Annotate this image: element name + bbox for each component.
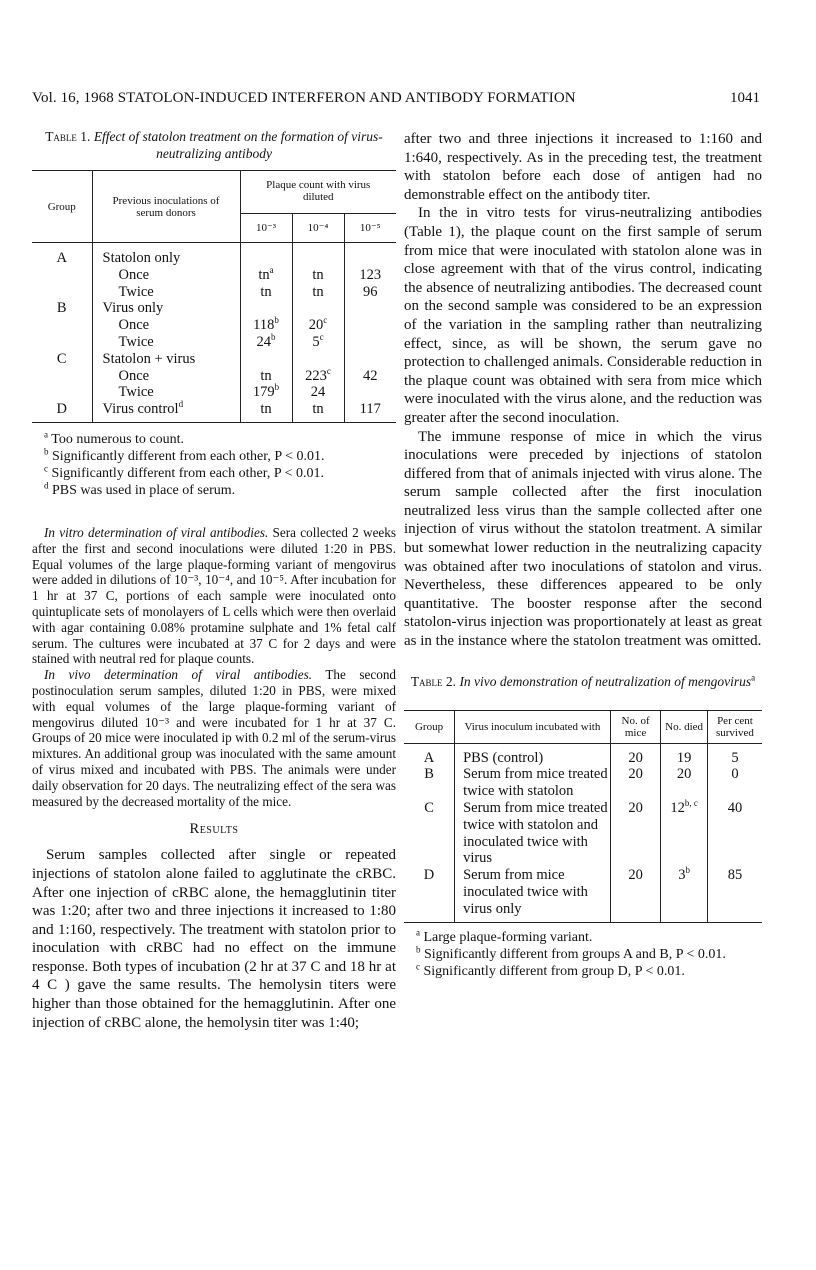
table1-cell-label xyxy=(92,243,240,267)
table1-footnote xyxy=(32,465,396,482)
table2-value: 19 xyxy=(676,749,692,766)
table1-row xyxy=(32,300,396,317)
table1-cell-group xyxy=(32,368,92,385)
table1-dil-1: 10⁻³ xyxy=(240,214,292,243)
table1-row xyxy=(32,317,396,334)
table1-cell-dil3: 123 xyxy=(344,267,396,284)
table2-cell-inoculum: Serum from mice treated twice with statolon xyxy=(455,766,611,800)
table1-cell-dil1 xyxy=(240,284,292,301)
table1-cell-dil1 xyxy=(240,334,292,351)
table2-row xyxy=(404,766,762,800)
table1-cell-dil2 xyxy=(292,334,344,351)
table2-row xyxy=(404,743,762,766)
table2-value-sup: b xyxy=(685,865,690,876)
table1-label-text: Twice xyxy=(118,283,154,300)
methods-paragraph-invitro xyxy=(32,525,396,667)
table1-cell-dil1 xyxy=(240,351,292,368)
table1-cell-label xyxy=(92,317,240,334)
table1-value: 24 xyxy=(256,333,271,350)
footnote-mark: b xyxy=(44,446,49,457)
running-title: Vol. 16, 1968 STATOLON-INDUCED INTERFERON AND ANTIBODY FORMATION xyxy=(32,90,576,106)
table2-cell-mice: 20 xyxy=(610,867,661,922)
table1-label-text: Virus only xyxy=(102,300,164,317)
table1-row xyxy=(32,243,396,267)
table1-value-sup: b xyxy=(274,382,280,393)
table1-cell-label xyxy=(92,267,240,284)
table2-cell-survived: 0 xyxy=(707,766,762,800)
table1-cell-dil1 xyxy=(240,264,292,284)
table1-value: tn xyxy=(260,367,272,384)
running-header xyxy=(32,90,760,110)
table1-row xyxy=(32,267,396,284)
footnote-text: Significantly different from groups A and B, P < 0.01. xyxy=(420,946,726,962)
table1-cell-label xyxy=(92,368,240,385)
table2-cell-survived: 5 xyxy=(707,743,762,766)
table1-label-text: Once xyxy=(118,367,150,384)
table1-cell-dil1 xyxy=(240,401,292,422)
table2-value-sup: b, c xyxy=(684,798,698,809)
footnote-mark: a xyxy=(416,926,420,937)
table1-cell-dil2 xyxy=(292,401,344,422)
table2-label: Table 2. xyxy=(410,673,457,689)
footnote-mark: b xyxy=(416,943,421,954)
table1-row xyxy=(32,368,396,385)
footnote-mark: d xyxy=(44,480,49,491)
table1-cell-dil1 xyxy=(240,300,292,317)
table2-cell-mice: 20 xyxy=(610,800,661,867)
table1-cell-dil1 xyxy=(240,243,292,267)
table1-col-group: Group xyxy=(32,171,92,243)
table2-caption xyxy=(408,673,758,690)
table1-cell-dil2 xyxy=(292,384,344,401)
table1-cell-dil3 xyxy=(344,384,396,401)
table1-value: tn xyxy=(258,266,270,283)
table1-value-sup: a xyxy=(269,264,274,275)
table1-label-text: Statolon + virus xyxy=(102,350,196,367)
table1-label-sup: d xyxy=(178,399,184,410)
table2-cell-group: D xyxy=(423,867,435,884)
table1-value: tn xyxy=(260,401,272,418)
table1-cell-group xyxy=(32,317,92,334)
table1-cell-dil1 xyxy=(240,317,292,334)
table2-cell-group: C xyxy=(424,800,434,817)
footnote-text: Large plaque-forming variant. xyxy=(420,929,593,945)
table2-cell-died xyxy=(661,766,708,800)
table1-col-prev: Previous inoculations of serum donors xyxy=(92,171,240,243)
results-heading: Results xyxy=(189,821,239,838)
results-paragraph-3: The immune response of mice in which the virus inoculations were preceded by injections of statolon differed from that of animals injected with virus alone. The serum sample collected after the first inoculation neutralized less virus than the sample collected after one injection of virus without the statolon treatment. A similar but somewhat lower reduction in the neutralizing capacity was obtained after two inoculations of statolon and virus. Nevertheless, these differences appeared to be only quantitative. The booster response after the second statolon-virus injection was proportionately at least as great as in the instance where the statolon treatment was omitted. xyxy=(404,428,762,650)
page-number: 1041 xyxy=(730,90,760,106)
table2 xyxy=(404,710,762,923)
table1-cell-dil2 xyxy=(292,284,344,301)
table1-cell-dil3 xyxy=(344,300,396,317)
table1-cell-label xyxy=(92,384,240,401)
table2-cell-survived: 85 xyxy=(707,867,762,922)
table1-value-sup: c xyxy=(326,365,331,376)
footnote-mark: c xyxy=(44,463,48,474)
footnote-text: Significantly different from each other, P < 0.01. xyxy=(48,448,325,464)
methods-section xyxy=(32,525,396,809)
table2-col-died: No. died xyxy=(661,710,708,743)
table2-footnotes xyxy=(404,926,762,980)
table1 xyxy=(32,170,396,423)
table2-cell-inoculum: Serum from mice treated twice with statolon and inoculated twice with virus xyxy=(455,800,611,867)
footnote-text: Significantly different from each other, P < 0.01. xyxy=(48,465,324,481)
table1-label-text: Twice xyxy=(118,384,154,401)
table1-cell-group: B xyxy=(56,300,67,317)
table2-cell-inoculum: Serum from mice inoculated twice with virus only xyxy=(455,867,611,922)
table1-cell-group xyxy=(32,384,92,401)
results-paragraph-1-continued: after two and three injections it increased to 1:160 and 1:640, respectively. As in the preceding test, the treatment with statolon before each dose of antigen had no demonstrable effect on the antibody titer. xyxy=(404,131,762,203)
table2-row xyxy=(404,800,762,867)
table1-cell-dil2 xyxy=(292,300,344,317)
table1-value-sup: b xyxy=(271,332,276,343)
table2-footnote xyxy=(404,926,762,946)
footnote-mark: c xyxy=(416,960,420,971)
footnote-text: PBS was used in place of serum. xyxy=(48,482,236,498)
table2-cell-died xyxy=(661,800,708,867)
table1-cell-dil2 xyxy=(292,351,344,368)
methods-invitro-heading: In vitro determination of viral antibodies. xyxy=(44,524,269,540)
table1-value: 223 xyxy=(305,367,327,384)
table1-value: 20 xyxy=(308,317,324,334)
table1-cell-label xyxy=(92,300,240,317)
table1-value: 24 xyxy=(310,384,326,401)
table1-dil-2: 10⁻⁴ xyxy=(292,214,344,243)
table1-col-plaque: Plaque count with virus diluted xyxy=(240,171,396,214)
table2-cell-survived: 40 xyxy=(707,800,762,867)
table1-body xyxy=(32,243,396,423)
results-left xyxy=(32,846,396,1032)
table1-cell-dil2 xyxy=(292,317,344,334)
table2-col-survived: Per cent survived xyxy=(707,710,762,743)
table1-value: 118 xyxy=(253,317,275,334)
table2-caption-sup: a xyxy=(751,672,756,683)
methods-paragraph-invivo xyxy=(32,667,396,809)
table2-value: 12 xyxy=(670,800,685,817)
table2-col-group: Group xyxy=(404,710,455,743)
table1-cell-group xyxy=(32,334,92,351)
methods-invivo-heading: In vivo determination of viral antibodies. xyxy=(44,667,313,683)
table2-col-mice: No. of mice xyxy=(610,710,661,743)
table1-cell-group: C xyxy=(56,350,67,367)
footnote-text: Too numerous to count. xyxy=(48,431,185,447)
table1-caption-text: Effect of statolon treatment on the formation of virus-neutralizing antibody xyxy=(93,129,383,161)
table1-cell-group xyxy=(32,267,92,284)
table2-value: 3 xyxy=(678,867,686,884)
table1-cell-label xyxy=(92,351,240,368)
table1-cell-group: D xyxy=(56,401,67,418)
footnote-mark: a xyxy=(44,429,48,440)
table1-label-text: Statolon only xyxy=(102,250,181,266)
table1-footnote xyxy=(32,448,396,465)
table1-value: 5 xyxy=(312,333,320,350)
table1-cell-dil3: 42 xyxy=(344,368,396,385)
table1-cell-dil3: 96 xyxy=(344,284,396,301)
table1-value-sup: c xyxy=(319,332,324,343)
table1-cell-label xyxy=(92,284,240,301)
table2-cell-group: B xyxy=(424,766,434,783)
table1-label-text: Virus control xyxy=(102,401,179,418)
table1-value: tn xyxy=(312,283,324,300)
table2-value: 20 xyxy=(676,766,692,783)
table1-value-sup: c xyxy=(323,315,328,326)
table2-cell-group: A xyxy=(423,749,435,766)
table1-cell-dil2 xyxy=(292,365,344,385)
table2-caption-text: In vivo demonstration of neutralization of mengovirus xyxy=(459,673,752,689)
table1-cell-dil3 xyxy=(344,317,396,334)
table1-value: tn xyxy=(312,266,324,283)
table2-row xyxy=(404,867,762,922)
table2-footnote xyxy=(404,943,762,963)
table1-cell-group xyxy=(32,284,92,301)
table1-label: Table 1. xyxy=(45,129,91,144)
table2-cell-died xyxy=(661,743,708,766)
results-paragraph-2: In the in vitro tests for virus-neutralizing antibodies (Table 1), the plaque count on the first sample of serum from mice that were inoculated with statolon alone was in close agreement with that of the virus control, indicating the absence of neutralizing antibodies. The decreased count on the second sample was considered to be an expression of the variation in the sampling rather than neutralizing effect, since, as will be shown, the serum gave no protection to challenged animals. Considerable reduction in the plaque count was obtained with sera from mice which were inoculated with the virus alone, and the reduction was greater after the second inoculation. xyxy=(404,205,762,426)
table2-cell-inoculum: PBS (control) xyxy=(455,743,611,766)
table1-footnotes xyxy=(32,431,396,499)
table2-cell-died xyxy=(661,867,708,922)
table1-cell-group: A xyxy=(56,250,67,266)
table1-label-text: Twice xyxy=(118,333,154,350)
table1-value: tn xyxy=(312,401,324,418)
table1-cell-dil3 xyxy=(344,243,396,267)
right-column xyxy=(404,130,762,980)
results-paragraph-1: Serum samples collected after single or repeated injections of statolon alone failed to agglutinate the cRBC. After one injection of cRBC alone, the hemagglutinin titer was 1:20; after two and three injections it increased to 1:80 and 1:160, respectively. The treatment with statolon prior to inoculation with cRBC had no effect on the immune response. Both types of incubation (2 hr at 37 C and 18 hr at 4 C ) gave the same results. The hemolysin titers were higher than those obtained for the hemagglutinin. After one injection of cRBC alone, the hemolysin titer was 1:40; xyxy=(32,847,396,1031)
table1-row xyxy=(32,384,396,401)
table1-value-sup: b xyxy=(274,315,279,326)
table1-row xyxy=(32,284,396,301)
table1-cell-dil3: 117 xyxy=(344,401,396,422)
table1-label-text: Once xyxy=(118,266,150,283)
table1-dil-3: 10⁻⁵ xyxy=(344,214,396,243)
table2-col-inoculum: Virus inoculum incubated with xyxy=(455,710,611,743)
table1-cell-dil1 xyxy=(240,384,292,401)
table1-cell-label xyxy=(92,334,240,351)
results-right xyxy=(404,130,762,651)
table1-row xyxy=(32,334,396,351)
table1-footnote xyxy=(32,482,396,499)
table2-footnote xyxy=(404,960,762,980)
table1-row xyxy=(32,351,396,368)
table1-cell-dil2 xyxy=(292,243,344,267)
table1-cell-dil3 xyxy=(344,351,396,368)
methods-invitro-body: Sera collected 2 weeks after the first and second inoculations were diluted 1:20 in PBS. Equal volumes of the large plaque-forming variant of mengovirus were added in dilutions of 10⁻³, 10⁻⁴, and 10⁻⁵. After incubation for 1 hr at 37 C, portions of each sample were inoculated onto quintuplicate sets of monolayers of L cells which were then overlaid with agar containing 0.08% protamine sulphate and 1% fetal calf serum. The cultures were incubated at 37 C for 2 days and were stained with neutral red for plaque counts. xyxy=(32,524,397,667)
table2-cell-mice: 20 xyxy=(610,743,661,766)
left-column xyxy=(32,128,396,1032)
table1-value: 179 xyxy=(252,384,275,401)
table1-row xyxy=(32,401,396,422)
table1-label-text: Once xyxy=(118,317,150,334)
table1-cell-label xyxy=(92,401,240,422)
table1-cell-dil3 xyxy=(344,334,396,351)
table1-caption xyxy=(36,128,392,162)
table2-cell-mice: 20 xyxy=(610,766,661,800)
table1-footnote xyxy=(32,431,396,448)
methods-invivo-body: The second postinoculation serum samples, diluted 1:20 in PBS, were mixed with equal volumes of the large plaque-forming variant of mengovirus diluted 10⁻³ and were incubated for 1 hr at 37 C. Groups of 20 mice were inoculated ip with 0.2 ml of the serum-virus mixtures. An additional group was inoculated with the same amount of virus mixed and incubated with PBS. The animals were under daily observation for 20 days. The neutralizing effect of the sera was measured by the decreased mortality of the mice. xyxy=(32,667,397,809)
table1-cell-dil1 xyxy=(240,368,292,385)
table1-cell-dil2 xyxy=(292,267,344,284)
table1-value: tn xyxy=(260,283,272,300)
footnote-text: Significantly different from group D, P < 0.01. xyxy=(420,963,685,979)
table2-body xyxy=(404,743,762,922)
